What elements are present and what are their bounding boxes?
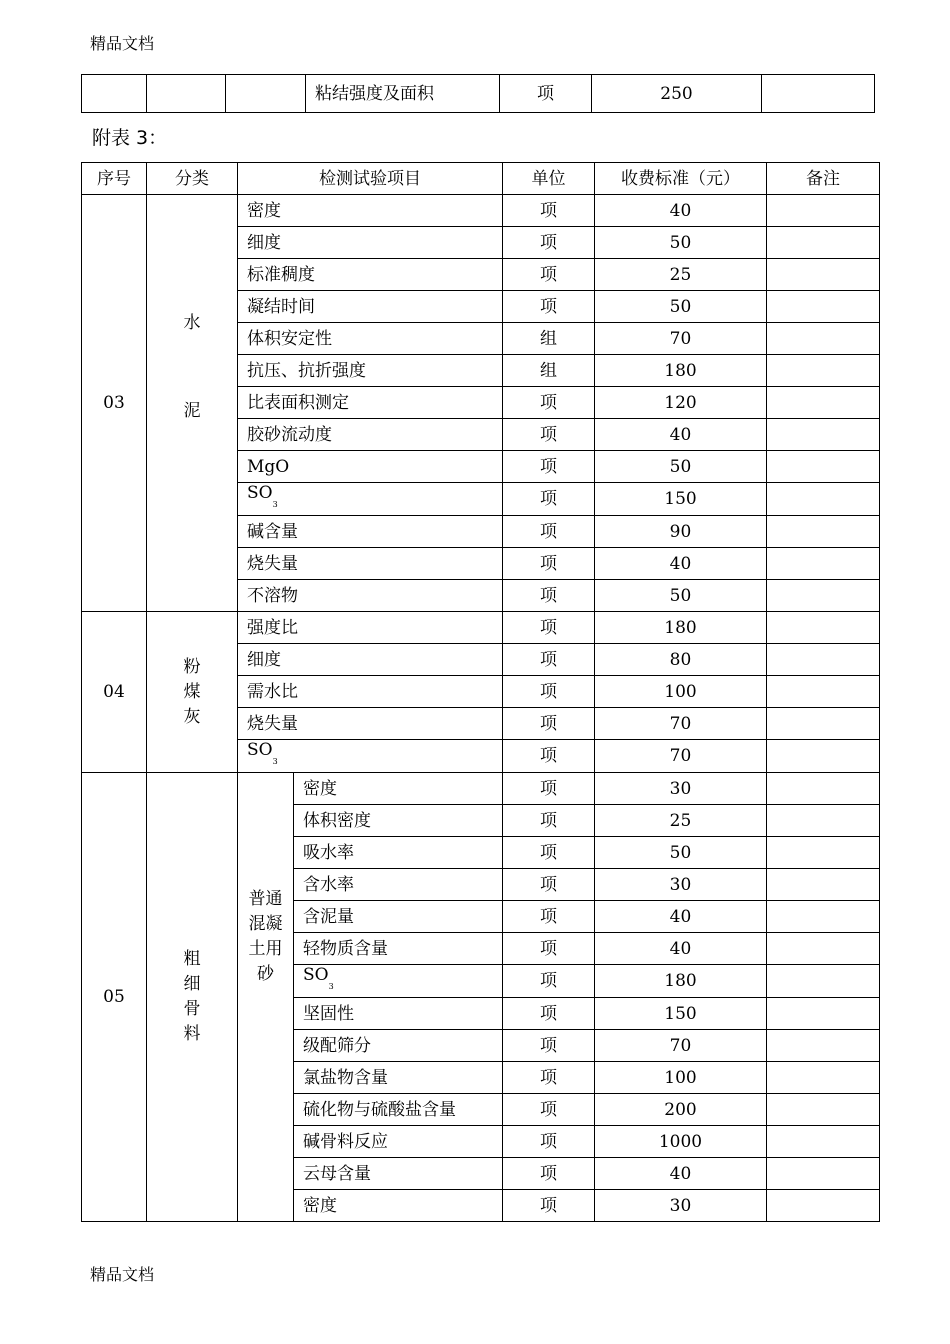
- item-label: 强度比: [247, 617, 298, 638]
- item-label: SO: [247, 483, 273, 503]
- unit-cell: 项: [503, 773, 595, 805]
- item-label: 密度: [303, 1195, 337, 1216]
- remark-cell: [767, 323, 880, 355]
- remark-cell: [767, 837, 880, 869]
- item-label: 需水比: [247, 681, 298, 702]
- column-header: 备注: [767, 163, 880, 195]
- price-cell: 120: [595, 387, 767, 419]
- column-header: 收费标准（元）: [595, 163, 767, 195]
- item-label: 硫化物与硫酸盐含量: [303, 1099, 456, 1120]
- subcategory-line: 混凝: [248, 914, 283, 934]
- category-char: 粗: [183, 949, 201, 969]
- item-label: 凝结时间: [247, 296, 315, 317]
- unit-cell: 项: [503, 998, 595, 1030]
- price-cell: 150: [595, 483, 767, 516]
- item-label: 体积安定性: [247, 328, 332, 349]
- item-cell: [294, 933, 503, 965]
- remark-cell: [767, 933, 880, 965]
- unit-cell: 项: [503, 837, 595, 869]
- item-label: 细度: [247, 232, 281, 253]
- item-label: 级配筛分: [303, 1035, 371, 1056]
- subcategory-line: 普通: [248, 889, 283, 909]
- price-cell: 50: [595, 837, 767, 869]
- price-cell: 70: [595, 1030, 767, 1062]
- page-footer: 精品文档: [90, 1265, 155, 1284]
- subcategory-line: 砂: [257, 964, 274, 984]
- item-label: SO: [303, 965, 329, 985]
- item-cell: [238, 483, 503, 516]
- unit-cell: 组: [503, 323, 595, 355]
- price-cell: 80: [595, 644, 767, 676]
- item-label: 胶砂流动度: [247, 424, 332, 445]
- unit-cell: 组: [503, 355, 595, 387]
- item-cell: [294, 1094, 503, 1126]
- remark-cell: [767, 1094, 880, 1126]
- category-char: 灰: [183, 706, 201, 727]
- unit-cell: 项: [500, 75, 592, 113]
- item-label: 比表面积测定: [247, 392, 349, 413]
- price-cell: 1000: [595, 1126, 767, 1158]
- item-cell: [238, 387, 503, 419]
- item-label: MgO: [247, 456, 290, 477]
- remark-cell: [767, 1030, 880, 1062]
- price-cell: 40: [595, 419, 767, 451]
- unit-cell: 项: [503, 1030, 595, 1062]
- price-cell: 50: [595, 451, 767, 483]
- remark-cell: [767, 291, 880, 323]
- remark-cell: [767, 548, 880, 580]
- page-header: 精品文档: [90, 34, 155, 53]
- table-caption: 附表 3：: [92, 127, 168, 149]
- unit-cell: 项: [503, 933, 595, 965]
- item-label: 碱含量: [247, 521, 298, 542]
- item-cell: [238, 516, 503, 548]
- item-label: 标准稠度: [247, 264, 315, 285]
- category-char: 细: [183, 974, 201, 994]
- item-cell: [238, 419, 503, 451]
- unit-cell: 项: [503, 676, 595, 708]
- category-char: 煤: [183, 681, 201, 702]
- item-cell: [238, 355, 503, 387]
- subscript: 3: [272, 757, 278, 766]
- price-cell: 40: [595, 933, 767, 965]
- unit-cell: 项: [503, 291, 595, 323]
- price-cell: 100: [595, 676, 767, 708]
- table-row: [82, 195, 880, 227]
- unit-cell: 项: [503, 451, 595, 483]
- price-cell: 150: [595, 998, 767, 1030]
- unit-cell: 项: [503, 708, 595, 740]
- table-row: [82, 75, 875, 113]
- item-label: 含泥量: [303, 906, 354, 927]
- item-cell: [238, 740, 503, 773]
- price-cell: 25: [595, 259, 767, 291]
- remark-cell: [767, 387, 880, 419]
- unit-cell: 项: [503, 387, 595, 419]
- subcategory-line: 土用: [248, 939, 283, 959]
- item-label: SO: [247, 740, 273, 760]
- previous-table-tail: [81, 74, 875, 113]
- item-label: 不溶物: [247, 585, 298, 606]
- category-char: 水: [183, 312, 201, 333]
- item-cell: [238, 291, 503, 323]
- price-cell: 180: [595, 612, 767, 644]
- item-cell: [238, 227, 503, 259]
- group-number: 05: [82, 773, 147, 1222]
- unit-cell: 项: [503, 1158, 595, 1190]
- remark-cell: [767, 1062, 880, 1094]
- remark-cell: [767, 516, 880, 548]
- unit-cell: 项: [503, 227, 595, 259]
- remark-cell: [767, 773, 880, 805]
- price-cell: 70: [595, 740, 767, 773]
- item-label: 烧失量: [247, 713, 298, 734]
- item-cell: [238, 676, 503, 708]
- unit-cell: 项: [503, 548, 595, 580]
- group-number: 03: [82, 195, 147, 612]
- item-cell: [294, 869, 503, 901]
- price-cell: 250: [592, 75, 762, 113]
- item-label: 碱骨料反应: [303, 1131, 388, 1152]
- unit-cell: 项: [503, 965, 595, 998]
- remark-cell: [767, 419, 880, 451]
- remark-cell: [767, 1190, 880, 1222]
- item-label: 密度: [303, 778, 337, 799]
- price-cell: 180: [595, 965, 767, 998]
- price-cell: 40: [595, 1158, 767, 1190]
- item-cell: [238, 548, 503, 580]
- remark-cell: [767, 451, 880, 483]
- item-cell: [238, 580, 503, 612]
- column-header: 单位: [503, 163, 595, 195]
- price-cell: 70: [595, 708, 767, 740]
- remark-cell: [767, 1126, 880, 1158]
- price-cell: 180: [595, 355, 767, 387]
- item-cell: [238, 259, 503, 291]
- price-cell: 50: [595, 291, 767, 323]
- item-cell: [294, 1126, 503, 1158]
- unit-cell: 项: [503, 1094, 595, 1126]
- unit-cell: 项: [503, 1190, 595, 1222]
- unit-cell: 项: [503, 1062, 595, 1094]
- category-cell: [147, 773, 238, 1222]
- subscript: 3: [272, 500, 278, 509]
- price-cell: 30: [595, 869, 767, 901]
- item-label: 坚固性: [303, 1003, 354, 1024]
- item-label: 体积密度: [303, 810, 371, 831]
- remark-cell: [767, 1158, 880, 1190]
- item-cell: [294, 998, 503, 1030]
- item-cell: [294, 1158, 503, 1190]
- remark-cell: [767, 644, 880, 676]
- fee-table: [81, 162, 880, 1222]
- price-cell: 50: [595, 227, 767, 259]
- price-cell: 40: [595, 548, 767, 580]
- item-cell: [294, 1062, 503, 1094]
- unit-cell: 项: [503, 483, 595, 516]
- unit-cell: 项: [503, 580, 595, 612]
- price-cell: 40: [595, 901, 767, 933]
- unit-cell: 项: [503, 516, 595, 548]
- table-row: [82, 612, 880, 644]
- item-label: 含水率: [303, 874, 354, 895]
- remark-cell: [767, 227, 880, 259]
- remark-cell: [767, 195, 880, 227]
- column-header: 序号: [82, 163, 147, 195]
- unit-cell: 项: [503, 740, 595, 773]
- unit-cell: 项: [503, 805, 595, 837]
- item-cell: [294, 1190, 503, 1222]
- column-header: 检测试验项目: [238, 163, 503, 195]
- item-cell: [238, 612, 503, 644]
- price-cell: 30: [595, 773, 767, 805]
- unit-cell: 项: [503, 869, 595, 901]
- item-cell: [238, 708, 503, 740]
- unit-cell: 项: [503, 1126, 595, 1158]
- group-number: 04: [82, 612, 147, 773]
- remark-cell: [767, 740, 880, 773]
- price-cell: 200: [595, 1094, 767, 1126]
- remark-cell: [767, 259, 880, 291]
- item-cell: [294, 965, 503, 998]
- remark-cell: [767, 580, 880, 612]
- item-cell: [238, 195, 503, 227]
- item-label: 细度: [247, 649, 281, 670]
- column-header: 分类: [147, 163, 238, 195]
- category-char: 骨: [183, 999, 201, 1019]
- table-header-row: [82, 163, 880, 195]
- category-char: 料: [183, 1024, 201, 1044]
- remark-cell: [767, 805, 880, 837]
- unit-cell: 项: [503, 259, 595, 291]
- item-cell: [294, 1030, 503, 1062]
- remark-cell: [767, 708, 880, 740]
- item-cell: [238, 451, 503, 483]
- item-cell: [294, 901, 503, 933]
- item-label: 抗压、抗折强度: [247, 360, 366, 381]
- price-cell: 90: [595, 516, 767, 548]
- price-cell: 50: [595, 580, 767, 612]
- item-label: 烧失量: [247, 553, 298, 574]
- remark-cell: [767, 612, 880, 644]
- unit-cell: 项: [503, 901, 595, 933]
- remark-cell: [767, 901, 880, 933]
- unit-cell: 项: [503, 419, 595, 451]
- table-row: [82, 773, 880, 805]
- category-cell: [147, 612, 238, 773]
- item-label: 云母含量: [303, 1163, 371, 1184]
- remark-cell: [767, 676, 880, 708]
- category-char: 泥: [183, 400, 201, 421]
- item-label: 轻物质含量: [303, 938, 388, 959]
- item-cell: [238, 644, 503, 676]
- price-cell: 100: [595, 1062, 767, 1094]
- remark-cell: [767, 355, 880, 387]
- unit-cell: 项: [503, 612, 595, 644]
- category-cell: [147, 195, 238, 612]
- remark-cell: [767, 998, 880, 1030]
- item-label: 密度: [247, 200, 281, 221]
- item-label: 氯盐物含量: [303, 1067, 388, 1088]
- category-char: 粉: [183, 656, 201, 677]
- item-cell: 粘结强度及面积: [306, 75, 500, 113]
- subcategory-cell: [238, 773, 294, 1222]
- unit-cell: 项: [503, 195, 595, 227]
- remark-cell: [767, 483, 880, 516]
- price-cell: 25: [595, 805, 767, 837]
- price-cell: 70: [595, 323, 767, 355]
- item-label: 吸水率: [303, 842, 354, 863]
- unit-cell: 项: [503, 644, 595, 676]
- remark-cell: [767, 869, 880, 901]
- subscript: 3: [328, 982, 334, 991]
- item-cell: [238, 323, 503, 355]
- price-cell: 30: [595, 1190, 767, 1222]
- item-cell: [294, 773, 503, 805]
- item-cell: [294, 805, 503, 837]
- price-cell: 40: [595, 195, 767, 227]
- item-cell: [294, 837, 503, 869]
- remark-cell: [767, 965, 880, 998]
